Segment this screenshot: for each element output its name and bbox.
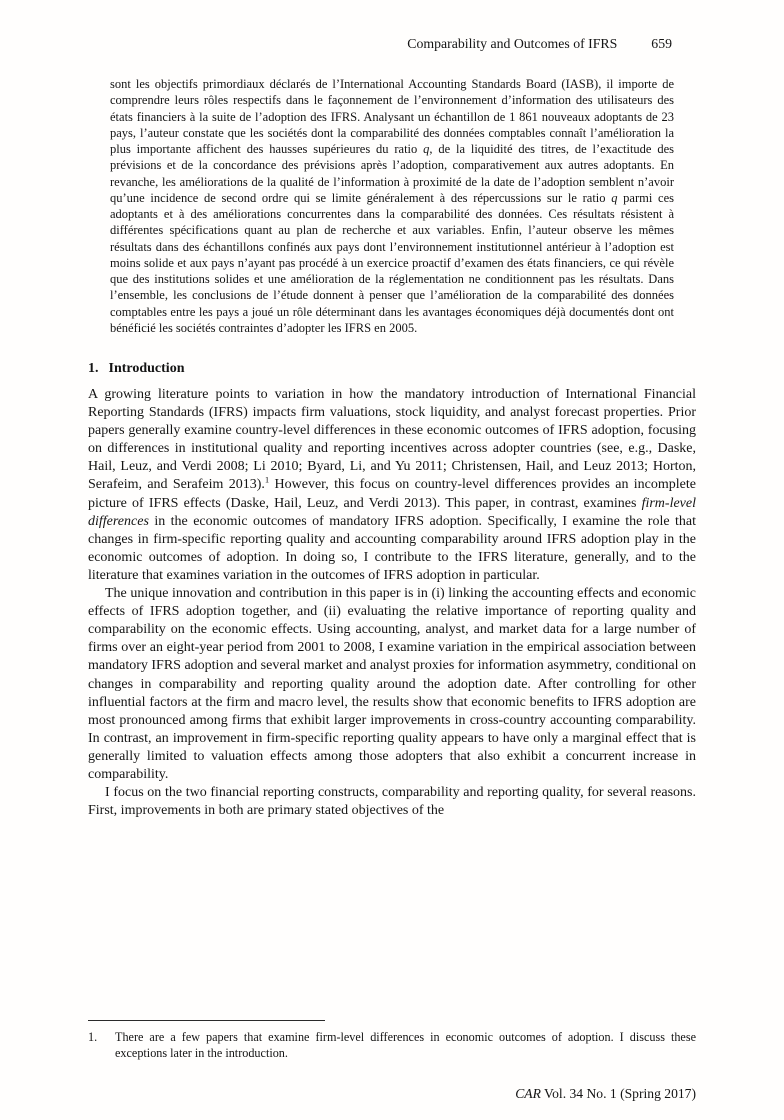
introduction-section bbox=[88, 361, 696, 820]
intro-paragraph-3: I focus on the two financial reporting constructs, comparability and reporting quality, for several reasons. First, improvements in both are primary stated objectives of the bbox=[88, 785, 696, 819]
page-number: 659 bbox=[651, 36, 672, 51]
section-title: Introduction bbox=[108, 361, 185, 376]
footnote-marker: 1. bbox=[88, 1030, 98, 1044]
journal-footer-text: CAR Vol. 34 No. 1 (Spring 2017) bbox=[515, 1086, 696, 1101]
footnote-text: There are a few papers that examine firm-level differences in economic outcomes of adoption. I discuss these exceptions later in the introduction. bbox=[115, 1030, 696, 1060]
intro-paragraph-2: The unique innovation and contribution in this paper is in (i) linking the accounting effects and economic effects of IFRS adoption together, and (ii) evaluating the relative importance of reporting quality and comparability on the economic effects. Using accounting, analyst, and market data for a large number of firms over an eight-year period from 2001 to 2008, I examine variation in the empirical association between mandatory IFRS adoption and several market and analyst proxies for information asymmetry, conditional on changes in comparability and reporting quality around the adoption date. After controlling for other influential factors at the firm and macro level, the results show that economic benefits to IFRS adoption are most pronounced among firms that exhibit larger improvements in cross-country accounting comparability. In contrast, an improvement in firm-specific reporting quality appears to have only a marginal effect that is generally limited to valuation effects among those adopters that also exhibit a concurrent increase in comparability. bbox=[88, 586, 696, 782]
footnote-1 bbox=[88, 1030, 696, 1061]
french-abstract-paragraph: sont les objectifs primordiaux déclarés de l’International Accounting Standards Board (IASB), il importe de comprendre leurs rôles respectifs dans le façonnement de l’environnement d’information des utilisateurs des états financiers à la suite de l’adoption des IFRS. Analysant un échantillon de 1 861 nouveaux adoptants de 23 pays, l’auteur constate que les sociétés dont la comparabilité des données comptables connaît l’amélioration la plus importante affichent des hausses supérieures du ratio q, de la liquidité des titres, de l’exactitude des prévisions et de la concordance des prévisions après l’adoption, comparativement aux autres adoptants. En revanche, les améliorations de la qualité de l’information à proximité de la date de l’adoption semblent n’avoir qu’une incidence de second ordre qui se limite généralement à des répercussions sur le ratio q parmi ces adoptants et à des améliorations concurrentes dans la comparabilité des données. Ces résultats résistent à différentes spécifications quant au plan de recherche et aux variables. Enfin, l’auteur observe les mêmes résultats dans des échantillons confinés aux pays dont l’environnement institutionnel antérieur à l’adoption est moins solide et aux pays n’ayant pas procédé à un exercice proactif d’examen des états financiers, ce qui révèle que des institutions solides et une amélioration de la réglementation ne conditionnent pas les résultats. Dans l’ensemble, les conclusions de l’étude donnent à penser que l’amélioration de la comparabilité des données comptables entre les pays a joué un rôle déterminant dans les avantages économiques déjà documentés dont ont bénéficié les sociétés contraintes d’adopter les IFRS en 2005. bbox=[110, 77, 674, 335]
running-head-title: Comparability and Outcomes of IFRS bbox=[407, 36, 618, 51]
french-abstract bbox=[110, 76, 674, 336]
footnote-area bbox=[88, 1020, 696, 1061]
running-head bbox=[88, 36, 696, 52]
intro-paragraph-1: A growing literature points to variation in how the mandatory introduction of International Financial Reporting Standards (IFRS) impacts firm valuations, stock liquidity, and analyst forecast properties. Prior papers generally examine country-level differences in these economic outcomes of IFRS adoption, focusing on differences in institutional quality and reporting incentives across adopter countries (see, e.g., Daske, Hail, Leuz, and Verdi 2008; Li 2010; Byard, Li, and Yu 2011; Christensen, Hail, and Leuz 2013; Horton, Serafeim, and Serafeim 2013).$^1$ However, this focus on country-level differences provides an incomplete picture of IFRS effects (Daske, Hail, Leuz, and Verdi 2013). This paper, in contrast, examines firm-level differences in the economic outcomes of mandatory IFRS adoption. Specifically, I examine the role that changes in firm-specific reporting quality and accounting comparability around IFRS adoption play in the economic outcomes of adoption. In doing so, I contribute to the IFRS literature, generally, and to the literature that examines variation in the outcomes of IFRS adoption in particular. bbox=[88, 387, 696, 583]
journal-footer bbox=[515, 1086, 696, 1102]
footnote-rule bbox=[88, 1020, 325, 1021]
section-number: 1. bbox=[88, 361, 99, 376]
section-heading bbox=[88, 361, 696, 377]
